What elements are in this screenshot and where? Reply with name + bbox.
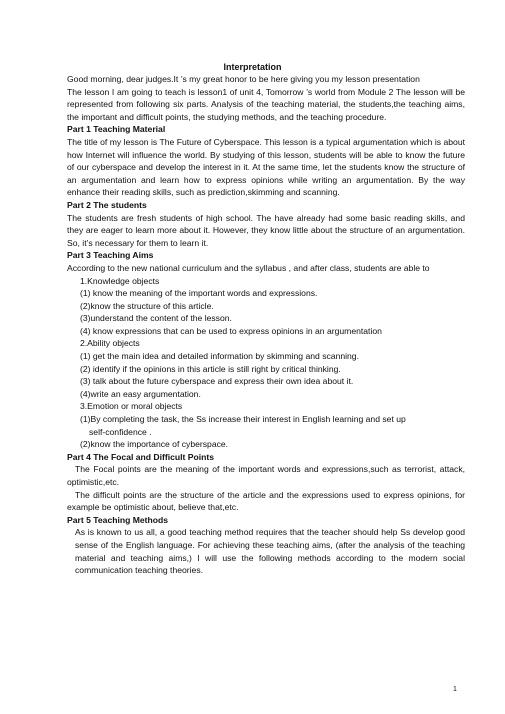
section-heading: Part 2 The students (67, 199, 147, 210)
section-heading: Part 1 Teaching Material (67, 124, 166, 135)
list-item: (3)understand the content of the lesson. (80, 313, 232, 324)
list-item-continuation: self-confidence . (89, 426, 152, 437)
list-item: (1)By completing the task, the Ss increase their interest in English learning and set up (80, 414, 406, 425)
paragraph: Good morning, dear judges.It ’s my great honor to be here giving you my lesson presentation (67, 74, 420, 84)
paragraph: As is known to us all, a good teaching method requires that the teacher should help Ss develop good sense of the English language. For achieving these teaching aims, (after the analysis of the teaching material and teaching aims,) I will use the following methods according to the modern social communication teaching theories. (75, 527, 465, 576)
list-item: 1.Knowledge objects (80, 275, 160, 286)
paragraph: The lesson I am going to teach is lesson1 of unit 4, Tomorrow ’s world from Module 2 The lesson will be represented from following six parts. Analysis of the teaching material, the students,the teaching aims, the important and difficult points, the studying methods, and the teaching procedure. (67, 86, 465, 122)
page-number: 1 (453, 686, 457, 693)
section-heading: Part 5 Teaching Methods (67, 514, 169, 525)
document-body (67, 73, 465, 577)
list-item: (1) get the main idea and detailed information by skimming and scanning. (80, 351, 359, 362)
paragraph: The students are fresh students of high school. The have already had some basic reading skills, and they are eager to learn more about it. However, they know little about the structure of an argumentation. So, it’s necessary for them to learn it. (67, 212, 465, 248)
paragraph: According to the new national curriculum and the syllabus , and after class, students are able to (67, 262, 430, 273)
section-heading: Part 3 Teaching Aims (67, 250, 154, 261)
list-item: (4) know expressions that can be used to express opinions in an argumentation (80, 325, 382, 336)
list-item: (2)know the structure of this article. (80, 300, 214, 311)
paragraph: The title of my lesson is The Future of Cyberspace. This lesson is a typical argumentation which is about how Internet will influence the world. By studying of this lesson, students will be able to know the future of our cyberspace and develop the interest in it. At the same time, let the students know the structure of an argumentation and learn how to express opinions while writing an argumentation. By the way enhance their reading skills, such as prediction,skimming and scanning. (67, 136, 465, 198)
list-item: (4)write an easy argumentation. (80, 388, 201, 399)
list-item: (1) know the meaning of the important words and expressions. (80, 288, 318, 299)
section-heading: Part 4 The Focal and Difficult Points (67, 451, 215, 462)
paragraph: The Focal points are the meaning of the important words and expressions,such as terrorist, attack, optimistic,etc. (67, 464, 465, 487)
document-title: Interpretation (223, 62, 282, 72)
paragraph: The difficult points are the structure of the article and the expressions used to express opinions, for example be optimistic about, believe that,etc. (67, 489, 465, 513)
list-item: 3.Emotion or moral objects (80, 401, 183, 412)
list-item: (2) identify if the opinions in this article is still right by critical thinking. (80, 363, 341, 374)
list-item: (2)know the importance of cyberspace. (80, 439, 229, 450)
list-item: 2.Ability objects (80, 338, 140, 349)
list-item: (3) talk about the future cyberspace and express their own idea about it. (80, 376, 354, 387)
